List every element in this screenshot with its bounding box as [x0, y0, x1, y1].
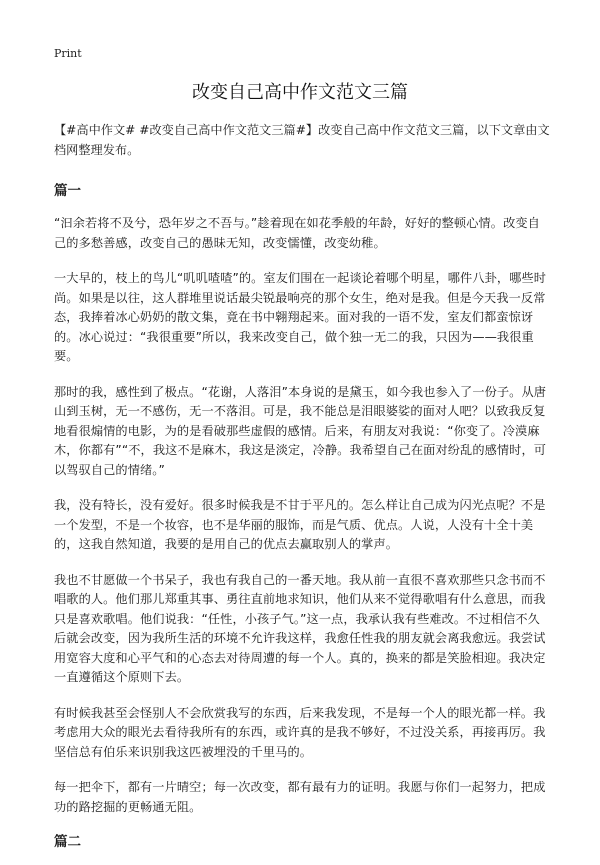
section-heading-2: 篇二 — [54, 834, 81, 850]
paragraph: 那时的我，感性到了极点。“花谢，人落泪”本身说的是黛玉，如今我也参入了一份子。从唐山到玉树，无一不感伤，无一不落泪。可是，我不能总是泪眼婆娑的面对人吧？以致我反复地看很煽情的电影，为的是看破那些虚假的感情。后来，有朋友对我说：“你变了。冷漠麻木，你都有”“不，我这不是麻木，我这是淡定，冷静。我希望自己在面对纷乱的感情时，可以驾驭自己的情绪。” — [54, 384, 547, 477]
paragraph: 我，没有特长，没有爱好。很多时候我是不甘于平凡的。怎么样让自己成为闪光点呢？不是一个发型，不是一个妆容，也不是华丽的服饰，而是气质、优点。人说，人没有十全十美的，这我自然知道，我要的是用自己的优点去赢取别人的掌声。 — [54, 498, 546, 551]
paragraph: 有时候我甚至会怪别人不会欣赏我写的东西，后来我发现，不是每一个人的眼光都一样。我考虑用大众的眼光去看待我所有的东西，或许真的是我不够好，不过没关系，再接再厉。我坚信总有伯乐来识别我这匹被埋没的千里马的。 — [54, 705, 546, 759]
paragraph: 每一把伞下，都有一片晴空；每一次改变，都有最有力的证明。我愿与你们一起努力，把成功的路挖掘的更畅通无阻。 — [54, 780, 546, 814]
paragraph: 我也不甘愿做一个书呆子，我也有我自己的一番天地。我从前一直很不喜欢那些只念书而不唱歌的人。他们那儿郑重其事、勇往直前地求知识，他们从来不觉得歌唱有什么意思，而我只是喜欢歌唱。他们说我：“任性，小孩子气。”这一点，我承认我有些难改。不过相信不久后就会改变，因为我所生活的环境不允许我这样，我愈任性我的朋友就会离我愈远。我尝试用宽容大度和心平气和的心态去对待周遭的每一个人。真的，换来的都是笑脸相迎。我决定一直遵循这个原则下去。 — [54, 572, 546, 684]
intro-paragraph: 【#高中作文# #改变自己高中作文范文三篇#】改变自己高中作文范文三篇，以下文章由文档网整理发布。 — [54, 123, 550, 157]
paragraph: “汩余若将不及兮，恐年岁之不吾与。”趁着现在如花季般的年龄，好好的整顿心情。改变自己的多愁善感，改变自己的愚昧无知，改变懦懂，改变幼稚。 — [54, 216, 540, 250]
print-label: Print — [54, 47, 82, 60]
article-body — [54, 120, 552, 865]
page-title: 改变自己高中作文范文三篇 — [192, 82, 408, 103]
paragraph: 一大早的，枝上的鸟儿“叽叽喳喳”的。室友们围在一起谈论着哪个明星，哪件八卦，哪些时尚。如果是以往，这人群堆里说话最尖锐最响亮的那个女生，绝对是我。但是今天我一反常态，我捧着冰心奶奶的散文集，竟在书中翱翔起来。面对我的一语不发，室友们都蛮惊讶的。冰心说过：“我很重要”所以，我来改变自己，做个独一无二的我，只因为——我很重要。 — [54, 271, 547, 363]
section-heading-1: 篇一 — [54, 183, 81, 199]
